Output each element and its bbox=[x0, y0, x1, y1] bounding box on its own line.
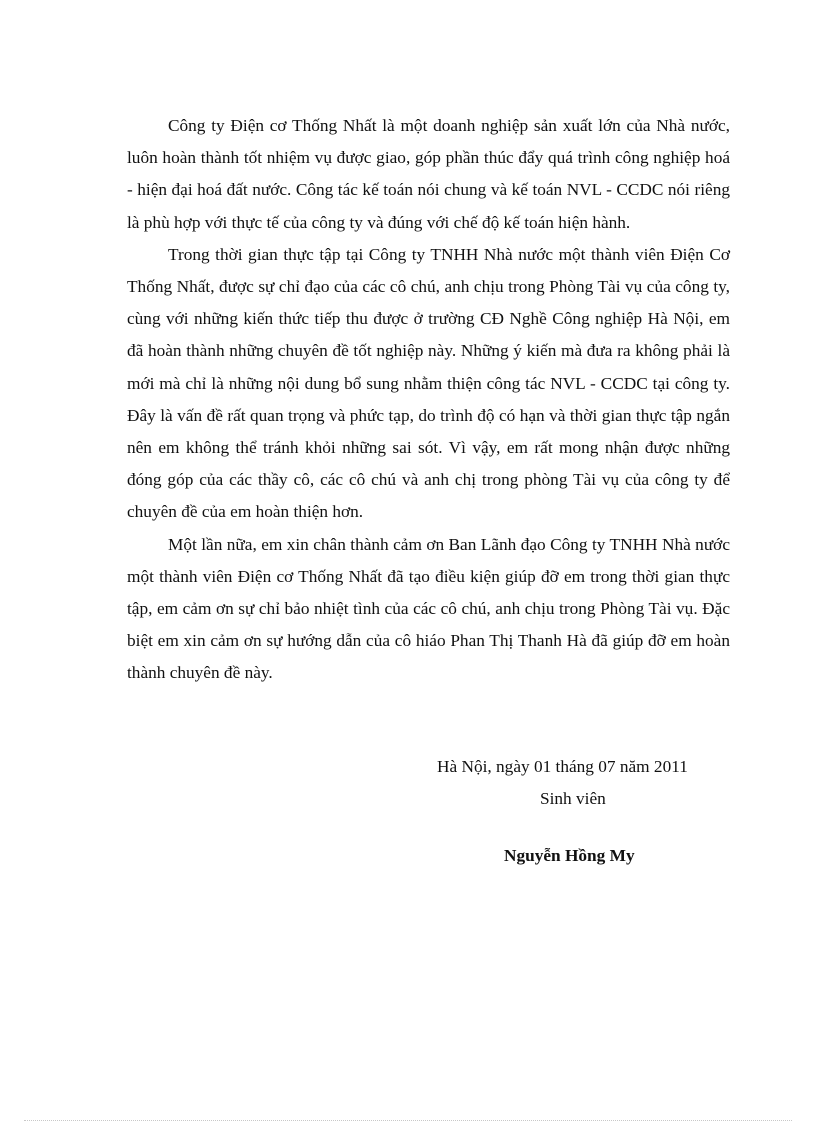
paragraph-company-overview: Công ty Điện cơ Thống Nhất là một doanh nghiệp sản xuất lớn của Nhà nước, luôn hoàn thành tốt nhiệm vụ được giao, góp phần thúc đẩy quá trình công nghiệp hoá - hiện đại hoá đất nước. Công tác kế toán nói chung và kế toán NVL - CCDC nói riêng là phù hợp với thực tế của công ty và đúng với chế độ kế toán hiện hành. bbox=[127, 116, 730, 232]
signature-date: Hà Nội, ngày 01 tháng 07 năm 2011 bbox=[437, 757, 688, 776]
paragraph-thanks: Một lần nữa, em xin chân thành cảm ơn Ban Lãnh đạo Công ty TNHH Nhà nước một thành viên Điện cơ Thống Nhất đã tạo điều kiện giúp đỡ em trong thời gian thực tập, em cảm ơn sự chỉ bảo nhiệt tình của các cô chú, anh chịu trong Phòng Tài vụ. Đặc biệt em xin cảm ơn sự hướng dẫn của cô hiáo Phan Thị Thanh Hà đã giúp đỡ em hoàn thành chuyên đề này. bbox=[127, 534, 730, 683]
letter-body bbox=[127, 110, 730, 690]
page-bottom-border bbox=[24, 1120, 792, 1121]
signature-role: Sinh viên bbox=[540, 789, 606, 808]
signature-name: Nguyễn Hồng My bbox=[504, 846, 635, 865]
paragraph-internship: Trong thời gian thực tập tại Công ty TNHH Nhà nước một thành viên Điện Cơ Thống Nhất, được sự chỉ đạo của các cô chú, anh chịu trong Phòng Tài vụ của công ty, cùng với những kiến thức tiếp thu được ở trường CĐ Nghề Công nghiệp Hà Nội, em đã hoàn thành những chuyên đề tốt nghiệp này. Những ý kiến mà đưa ra không phải là mới mà chỉ là những nội dung bổ sung nhằm thiện công tác NVL - CCDC tại công ty. Đây là vấn đề rất quan trọng và phức tạp, do trình độ có hạn và thời gian thực tập ngắn nên em không thể tránh khỏi những sai sót. Vì vậy, em rất mong nhận được những đóng góp của các thầy cô, các cô chú và anh chị trong phòng Tài vụ của công ty để chuyên đề của em hoàn thiện hơn. bbox=[127, 244, 730, 522]
